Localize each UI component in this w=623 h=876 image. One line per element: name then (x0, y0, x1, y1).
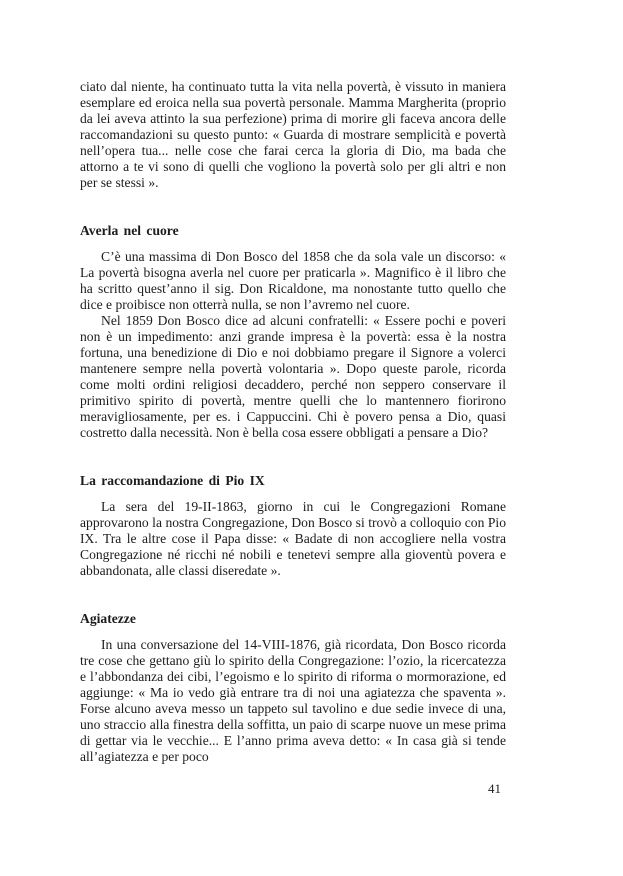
section-1-paragraph-2: Nel 1859 Don Bosco dice ad alcuni confratelli: « Essere pochi e poveri non è un impedimento: anzi grande impresa è la povertà: essa è la nostra fortuna, una benedizione di Dio e noi dobbiamo pregare il Signore a volerci mantenere sempre nella povertà volontaria ». Dopo queste parole, ricorda come molti ordini religiosi decaddero, perché non seppero conservare il primitivo spirito di povertà, mentre quelli che lo mantennero fiorirono meravigliosamente, per es. i Cappuccini. Chi è povero pensa a Dio, quasi costretto dalla necessità. Non è bella cosa essere obbligati a pensare a Dio? (80, 313, 506, 440)
section-3-paragraph-1: In una conversazione del 14-VIII-1876, già ricordata, Don Bosco ricorda tre cose che gettano giù lo spirito della Congregazione: l’ozio, la ricercatezza e l’abbondanza dei cibi, l’egoismo e lo spirito di riforma o mormorazione, ed aggiunge: « Ma io vedo già entrare tra di noi una agiatezza che spaventa ». Forse alcuno aveva messo un tappeto sul tavolino e due sedie invece di una, uno straccio alla finestra della soffitta, un paio di scarpe nuove un mese prima di gettar via le vecchie... E l’anno prima aveva detto: « In casa già si tende all’agiatezza e per poco (80, 637, 506, 764)
section-heading-agiatezze: Agiatezze (80, 611, 136, 626)
section-heading-averla-nel-cuore: Averla nel cuore (80, 223, 179, 238)
page-body (80, 79, 506, 765)
intro-paragraph: ciato dal niente, ha continuato tutta la vita nella povertà, è vissuto in maniera esemplare ed eroica nella sua povertà personale. Mamma Margherita (proprio da lei aveva attinto la sua perfezione) prima di morire gli faceva ancora delle raccomandazioni su questo punto: « Guarda di mostrare semplicità e povertà nell’opera tua... nelle cose che farai cerca la gloria di Dio, ma bada che attorno a te vi sono di quelli che vogliono la povertà solo per gli altri e non per se stessi ». (80, 79, 506, 190)
section-2-paragraph-1: La sera del 19-II-1863, giorno in cui le Congregazioni Romane approvarono la nostra Congregazione, Don Bosco si trovò a colloquio con Pio IX. Tra le altre cose il Papa disse: « Badate di non accogliere nella vostra Congregazione né ricchi né nobili e tenetevi sempre alla gioventù povera e abbandonata, alle classi diseredate ». (80, 499, 506, 578)
section-1-paragraph-1: C’è una massima di Don Bosco del 1858 che da sola vale un discorso: « La povertà bisogna averla nel cuore per praticarla ». Magnifico è il libro che ha scritto quest’anno il sig. Don Ricaldone, ma nonostante tutto quello che dice e proibisce non otterrà nulla, se non l’avremo nel cuore. (80, 249, 506, 312)
page-number: 41 (488, 781, 501, 796)
section-heading-raccomandazione-pio-ix: La raccomandazione di Pio IX (80, 473, 265, 488)
